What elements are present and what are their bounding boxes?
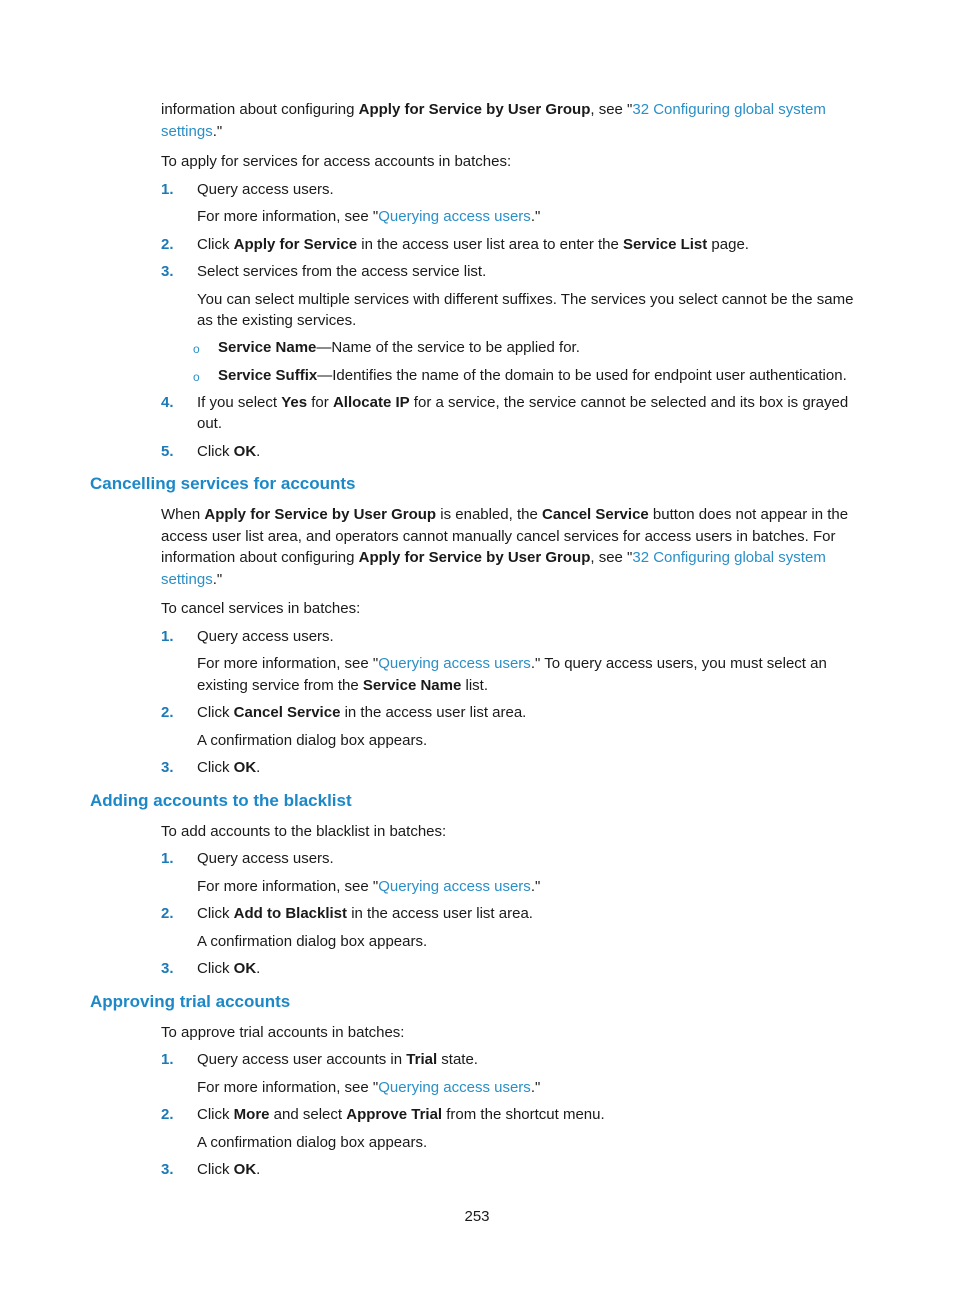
bold-term: Apply for Service by User Group bbox=[358, 549, 591, 566]
link-querying-access-users[interactable]: Querying access users bbox=[378, 655, 531, 672]
bold-term: Cancel Service bbox=[233, 704, 341, 721]
bold-term: OK bbox=[233, 1161, 257, 1178]
step-more-info: For more information, see "Querying access users." bbox=[197, 1079, 541, 1096]
step-number: 1. bbox=[161, 850, 174, 867]
text: , see " bbox=[590, 101, 633, 118]
bold-term: OK bbox=[233, 960, 257, 977]
step-note: A confirmation dialog box appears. bbox=[197, 732, 428, 749]
step-text: If you select Yes for Allocate IP for a service, the service cannot be selected and its box is grayed bbox=[197, 394, 849, 411]
bold-term: Service List bbox=[623, 236, 708, 253]
intro-line-2 bbox=[161, 122, 222, 142]
link-settings[interactable]: settings bbox=[161, 571, 213, 588]
step-text: Click More and select Approve Trial from the shortcut menu. bbox=[197, 1106, 605, 1123]
bold-term: Apply for Service by User Group bbox=[358, 101, 591, 118]
section-heading-blacklist: Adding accounts to the blacklist bbox=[90, 791, 352, 810]
link-querying-access-users[interactable]: Querying access users bbox=[378, 208, 531, 225]
section-heading-trial-accounts: Approving trial accounts bbox=[90, 992, 291, 1011]
step-number: 2. bbox=[161, 905, 174, 922]
step-text: Click Apply for Service in the access user list area to enter the Service List page. bbox=[197, 236, 749, 253]
step-number: 2. bbox=[161, 1106, 174, 1123]
bullet-circle-icon: o bbox=[193, 342, 200, 356]
step-number: 3. bbox=[161, 263, 174, 280]
step-more-info: For more information, see "Querying access users." bbox=[197, 878, 541, 895]
text: information about configuring bbox=[161, 101, 359, 118]
section-lead: To cancel services in batches: bbox=[161, 600, 361, 617]
step-more-info: For more information, see "Querying access users." To query access users, you must select an bbox=[197, 655, 827, 672]
bullet-circle-icon: o bbox=[193, 370, 200, 384]
bold-term: OK bbox=[233, 759, 257, 776]
bold-term: Approve Trial bbox=[346, 1106, 443, 1123]
step-number: 2. bbox=[161, 236, 174, 253]
paragraph-line: access user list area, and operators cannot manually cancel services for access users in batches. For bbox=[161, 528, 836, 545]
section-lead: To add accounts to the blacklist in batches: bbox=[161, 823, 447, 840]
step-text: Click OK. bbox=[197, 960, 261, 977]
text: ." bbox=[212, 123, 223, 140]
step-text: Click Cancel Service in the access user list area. bbox=[197, 704, 527, 721]
bullet-item: Service Name—Name of the service to be applied for. bbox=[218, 339, 580, 356]
link-querying-access-users[interactable]: Querying access users bbox=[378, 1079, 531, 1096]
step-text: Click OK. bbox=[197, 759, 261, 776]
step-number: 2. bbox=[161, 704, 174, 721]
bold-term: Cancel Service bbox=[542, 506, 649, 523]
bullet-item: Service Suffix—Identifies the name of the domain to be used for endpoint user authentication. bbox=[218, 367, 847, 384]
paragraph-line: settings." bbox=[161, 571, 223, 588]
step-text: Click Add to Blacklist in the access user list area. bbox=[197, 905, 533, 922]
link-configuring-global-system-settings[interactable]: 32 Configuring global system bbox=[632, 101, 826, 118]
link-configuring-global-system-settings[interactable]: 32 Configuring global system bbox=[632, 549, 826, 566]
step-text: Click OK. bbox=[197, 1161, 261, 1178]
intro-line-1 bbox=[161, 100, 826, 120]
step-number: 4. bbox=[161, 394, 174, 411]
bold-term: OK bbox=[233, 443, 257, 460]
step-text: out. bbox=[197, 415, 223, 432]
section-lead: To approve trial accounts in batches: bbox=[161, 1024, 405, 1041]
step-more-info: existing service from the Service Name list. bbox=[197, 677, 488, 694]
page-number: 253 bbox=[464, 1208, 490, 1225]
bold-term: Trial bbox=[406, 1051, 438, 1068]
step-text: Query access users. bbox=[197, 850, 334, 867]
bold-term: Add to Blacklist bbox=[233, 905, 348, 922]
step-text: Query access user accounts in Trial state. bbox=[197, 1051, 478, 1068]
step-text: Click OK. bbox=[197, 443, 261, 460]
step-number: 5. bbox=[161, 443, 174, 460]
step-number: 3. bbox=[161, 960, 174, 977]
bold-term: Yes bbox=[281, 394, 308, 411]
step-more-info: For more information, see "Querying access users." bbox=[197, 208, 541, 225]
paragraph-line: When Apply for Service by User Group is enabled, the Cancel Service button does not appear in the bbox=[161, 506, 849, 523]
section-heading-cancelling-services: Cancelling services for accounts bbox=[90, 474, 356, 493]
step-number: 1. bbox=[161, 181, 174, 198]
bold-term: More bbox=[233, 1106, 270, 1123]
step-text: Select services from the access service list. bbox=[197, 263, 487, 280]
step-note: A confirmation dialog box appears. bbox=[197, 1134, 428, 1151]
link-querying-access-users[interactable]: Querying access users bbox=[378, 878, 531, 895]
step-text: Query access users. bbox=[197, 628, 334, 645]
bold-term: Apply for Service by User Group bbox=[204, 506, 437, 523]
step-number: 1. bbox=[161, 628, 174, 645]
step-note: A confirmation dialog box appears. bbox=[197, 933, 428, 950]
step-number: 3. bbox=[161, 1161, 174, 1178]
bold-term: Allocate IP bbox=[332, 394, 410, 411]
step-number: 3. bbox=[161, 759, 174, 776]
intro-lead: To apply for services for access accounts in batches: bbox=[161, 153, 512, 170]
link-settings[interactable]: settings bbox=[161, 123, 213, 140]
step-paragraph: as the existing services. bbox=[197, 312, 357, 329]
step-number: 1. bbox=[161, 1051, 174, 1068]
bold-term: Service Suffix bbox=[218, 367, 318, 384]
step-text: Query access users. bbox=[197, 181, 334, 198]
bold-term: Service Name bbox=[362, 677, 462, 694]
step-paragraph: You can select multiple services with different suffixes. The services you select cannot be the same bbox=[197, 291, 854, 308]
bold-term: Service Name bbox=[218, 339, 317, 356]
paragraph-line: information about configuring Apply for Service by User Group, see "32 Configuring global system bbox=[161, 549, 826, 566]
bold-term: Apply for Service bbox=[233, 236, 358, 253]
